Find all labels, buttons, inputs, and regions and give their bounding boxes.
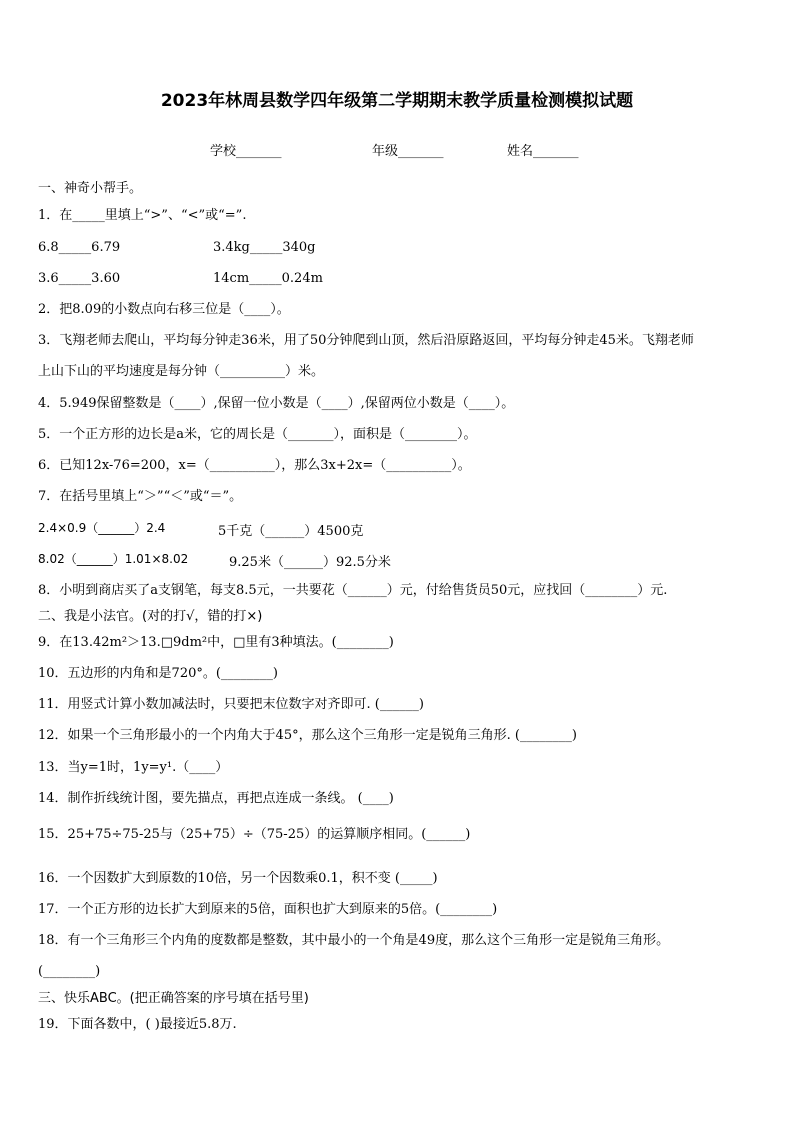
question-7-item-d: 9.25米（______）92.5分米 [229, 555, 391, 570]
question-14: 14．制作折线统计图，要先描点，再把点连成一条线。 (____) [38, 791, 394, 806]
section-3-heading: 三、快乐ABC。(把正确答案的序号填在括号里) [38, 991, 309, 1006]
page-title: 2023年林周县数学四年级第二学期期末教学质量检测模拟试题 [160, 91, 634, 111]
question-4: 4．5.949保留整数是（____）,保留一位小数是（____）,保留两位小数是（____）。 [38, 396, 515, 411]
question-7-item-b: 5千克（______）4500克 [218, 524, 364, 539]
question-18-line-2: (________) [38, 964, 101, 979]
question-11: 11．用竖式计算小数加减法时，只要把末位数字对齐即可. (______) [38, 697, 424, 712]
question-12: 12．如果一个三角形最小的一个内角大于45°，那么这个三角形一定是锐角三角形. (________) [38, 728, 577, 743]
question-17: 17．一个正方形的边长扩大到原来的5倍，面积也扩大到原来的5倍。(________) [38, 902, 498, 917]
school-field: 学校_______ [210, 144, 282, 159]
question-2: 2．把8.09的小数点向右移三位是（____）。 [38, 302, 290, 317]
question-5: 5．一个正方形的边长是a米，它的周长是（_______），面积是（________）。 [38, 427, 477, 442]
question-1-item-c: 3.6_____3.60 [38, 271, 121, 286]
question-1-item-a: 6.8_____6.79 [38, 240, 121, 255]
question-6: 6．已知12x-76=200，x=（__________），那么3x+2x=（__________）。 [38, 458, 471, 473]
question-18-line-1: 18．有一个三角形三个内角的度数都是整数，其中最小的一个角是49度，那么这个三角形一定是锐角三角形。 [38, 933, 670, 948]
question-8: 8．小明到商店买了a支钢笔，每支8.5元，一共要花（______）元，付给售货员50元，应找回（________）元. [38, 583, 668, 598]
question-19: 19．下面各数中，( )最接近5.8万. [38, 1017, 237, 1032]
question-1: 1．在_____里填上“>”、“<”或“=”. [38, 208, 247, 223]
section-2-heading: 二、我是小法官。(对的打√，错的打×) [38, 609, 263, 624]
question-1-item-b: 3.4kg_____340g [213, 240, 316, 255]
question-10: 10．五边形的内角和是720°。(________) [38, 666, 278, 681]
question-9: 9．在13.42m²＞13.□9dm²中，□里有3种填法。(________) [38, 635, 394, 650]
grade-field: 年级_______ [372, 144, 444, 159]
name-field: 姓名_______ [507, 144, 579, 159]
question-15: 15．25+75÷75-25与（25+75）÷（75-25）的运算顺序相同。(______) [38, 827, 471, 842]
question-7-item-a: 2.4×0.9（______）2.4 [38, 521, 166, 535]
question-13: 13．当y=1时，1y=y¹.（____） [38, 760, 229, 775]
question-3-line-2: 上山下山的平均速度是每分钟（__________）米。 [38, 364, 325, 379]
section-1-heading: 一、神奇小帮手。 [38, 181, 143, 196]
question-1-item-d: 14cm_____0.24m [213, 271, 323, 286]
question-7: 7．在括号里填上“＞”“＜”或“＝”。 [38, 489, 243, 504]
question-3-line-1: 3．飞翔老师去爬山，平均每分钟走36米，用了50分钟爬到山顶，然后沿原路返回，平均每分钟走45米。飞翔老师 [38, 333, 694, 348]
question-7-item-c: 8.02（______）1.01×8.02 [38, 552, 189, 566]
question-16: 16．一个因数扩大到原数的10倍，另一个因数乘0.1，积不变 (_____) [38, 871, 438, 886]
